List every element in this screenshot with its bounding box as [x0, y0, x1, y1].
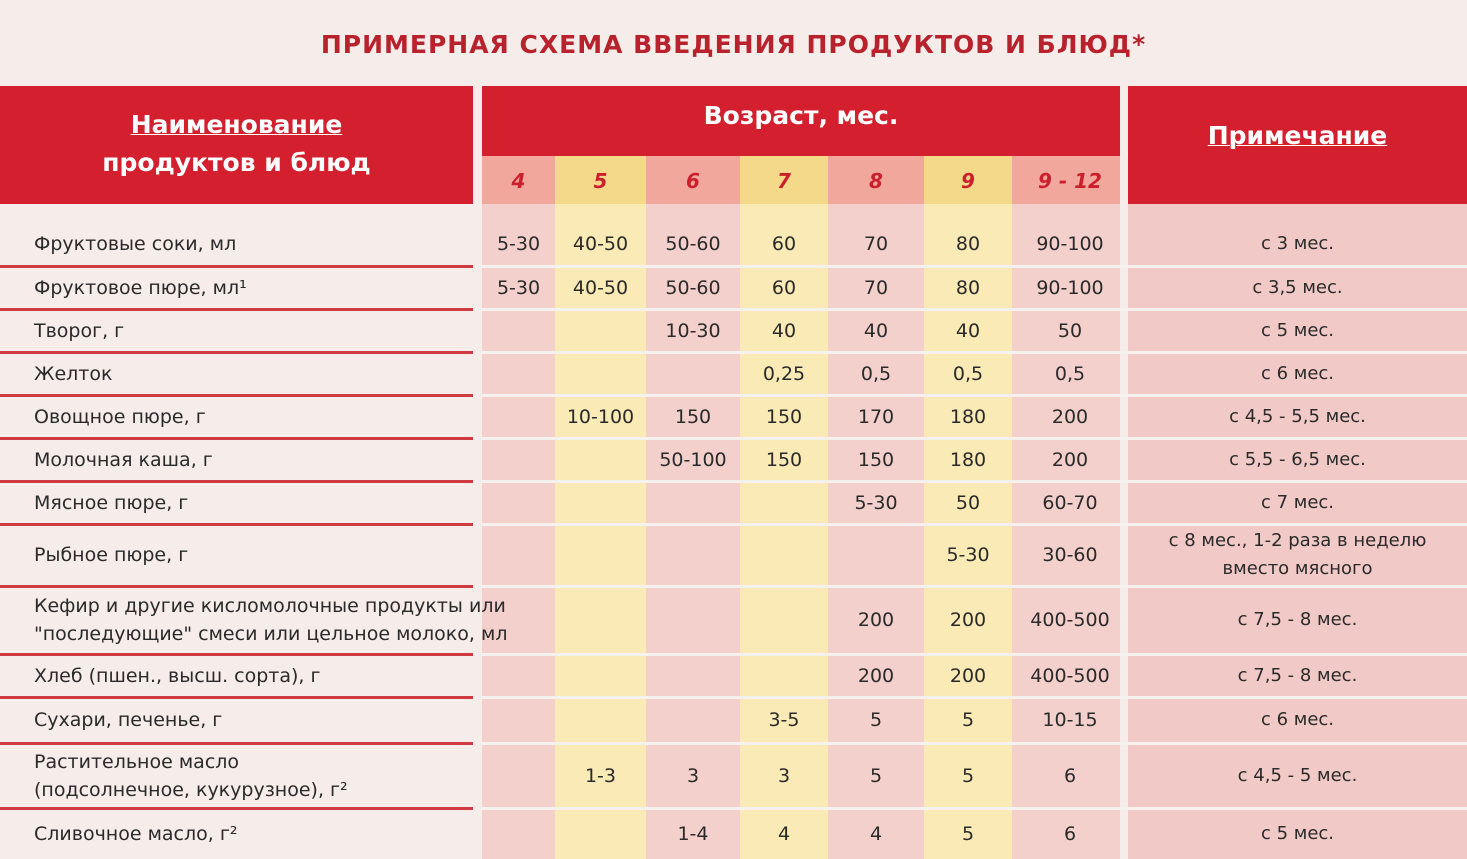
note-cell: с 3,5 мес. [1252, 276, 1343, 298]
amount-cell: 90-100 [1036, 276, 1104, 299]
age-header-cell: 4 [482, 156, 555, 204]
note-cell: с 4,5 - 5 мес. [1237, 764, 1358, 786]
row-divider [0, 696, 473, 699]
amount-cell: 5 [961, 822, 975, 845]
product-name: Фруктовые соки, мл [34, 233, 237, 255]
age-header-cell: 9 [924, 156, 1012, 204]
amount-cell: 40-50 [572, 276, 629, 299]
header-note-label: Примечание [1207, 121, 1388, 150]
amount-cell: 50-60 [665, 233, 721, 255]
amount-cell: 4 [869, 822, 883, 845]
amount-cell: 170 [857, 405, 895, 428]
amount-cell: 200 [949, 664, 987, 687]
amount-cell: 50 [1057, 319, 1083, 342]
amount-cell: 60 [771, 233, 797, 255]
amount-cell: 5-30 [496, 276, 541, 299]
note-cell: с 5 мес. [1260, 822, 1335, 844]
note-cell: с 6 мес. [1260, 709, 1335, 730]
amount-cell: 10-15 [1042, 709, 1098, 731]
header-note [1128, 86, 1467, 204]
product-name: Молочная каша, г [34, 448, 213, 471]
amount-cell: 150 [765, 448, 803, 471]
amount-cell: 50-100 [659, 448, 727, 471]
row-divider [0, 351, 473, 354]
header-name-line2: продуктов и блюд [102, 148, 371, 177]
product-name: Сухари, печенье, г [34, 709, 223, 731]
amount-cell: 5-30 [946, 544, 990, 566]
row-divider-right [482, 480, 1467, 483]
row-divider [0, 523, 473, 526]
row-divider-right [482, 653, 1467, 656]
amount-cell: 0,5 [952, 362, 984, 385]
header-age: Возраст, мес. [482, 86, 1120, 156]
row-divider-right [482, 265, 1467, 268]
amount-cell: 1-4 [677, 822, 709, 845]
row-divider-right [482, 351, 1467, 354]
row-divider-right [482, 308, 1467, 311]
note-cell: с 6 мес. [1260, 362, 1335, 384]
amount-cell: 6 [1063, 822, 1077, 845]
product-name: Растительное масло [34, 750, 240, 773]
amount-cell: 150 [674, 405, 712, 428]
row-divider [0, 437, 473, 440]
amount-cell: 40-50 [572, 233, 629, 255]
amount-cell: 60 [771, 276, 797, 299]
row-divider-right [482, 807, 1467, 810]
amount-cell: 0,5 [1054, 362, 1086, 385]
row-divider-right [482, 742, 1467, 745]
amount-cell: 5-30 [854, 491, 898, 514]
amount-cell: 180 [949, 405, 987, 428]
product-name: Желток [34, 362, 113, 385]
amount-cell: 40 [771, 319, 797, 342]
amount-cell: 70 [863, 276, 889, 299]
amount-cell: 180 [949, 448, 987, 471]
row-divider [0, 480, 473, 483]
amount-cell: 200 [857, 664, 895, 687]
product-name: Рыбное пюре, г [34, 544, 189, 566]
amount-cell: 80 [955, 233, 981, 255]
amount-cell: 10-100 [566, 405, 635, 428]
amount-cell: 200 [857, 609, 895, 631]
product-name: Хлеб (пшен., высш. сорта), г [34, 664, 321, 687]
row-divider-right [482, 523, 1467, 526]
amount-cell: 30-60 [1042, 544, 1098, 566]
product-name: Сливочное масло, г² [34, 822, 238, 845]
amount-cell: 90-100 [1036, 233, 1104, 255]
amount-cell: 60-70 [1042, 491, 1098, 514]
row-divider [0, 653, 473, 656]
amount-cell: 5 [869, 709, 883, 731]
amount-cell: 150 [857, 448, 895, 471]
note-cell: с 7 мес. [1260, 491, 1335, 513]
row-divider [0, 265, 473, 268]
amount-cell: 5-30 [496, 233, 541, 255]
product-name-line2: "последующие" смеси или цельное молоко, мл [34, 623, 508, 645]
note-cell: с 3 мес. [1260, 233, 1335, 254]
note-cell: с 7,5 - 8 мес. [1237, 664, 1358, 686]
note-cell: с 5 мес. [1260, 319, 1335, 341]
amount-cell: 400-500 [1030, 664, 1110, 687]
age-header-cell: 8 [828, 156, 924, 204]
amount-cell: 200 [949, 609, 987, 631]
row-divider-right [482, 696, 1467, 699]
amount-cell: 6 [1063, 764, 1077, 787]
amount-cell: 400-500 [1030, 609, 1110, 631]
product-name: Творог, г [34, 319, 125, 342]
amount-cell: 150 [765, 405, 803, 428]
row-divider [0, 807, 473, 810]
row-divider [0, 308, 473, 311]
row-divider [0, 585, 473, 588]
amount-cell: 80 [955, 276, 981, 299]
amount-cell: 10-30 [665, 319, 721, 342]
note-cell: с 8 мес., 1-2 раза в неделю [1168, 530, 1427, 551]
amount-cell: 200 [1051, 405, 1089, 428]
amount-cell: 3-5 [768, 709, 800, 731]
row-divider-right [482, 437, 1467, 440]
amount-cell: 40 [863, 319, 889, 342]
row-divider [0, 394, 473, 397]
page-title: ПРИМЕРНАЯ СХЕМА ВВЕДЕНИЯ ПРОДУКТОВ И БЛЮД* [320, 30, 1147, 59]
amount-cell: 200 [1051, 448, 1089, 471]
amount-cell: 4 [777, 822, 791, 845]
row-divider-right [482, 585, 1467, 588]
product-name-line2: (подсолнечное, кукурузное), г² [34, 778, 348, 801]
amount-cell: 3 [686, 764, 700, 787]
note-cell: с 7,5 - 8 мес. [1237, 609, 1358, 630]
header-product-name [0, 86, 473, 204]
amount-cell: 5 [961, 764, 975, 787]
age-header-cell: 7 [740, 156, 828, 204]
amount-cell: 5 [961, 709, 975, 731]
row-divider-right [482, 394, 1467, 397]
amount-cell: 5 [869, 764, 883, 787]
amount-cell: 50 [955, 491, 981, 514]
product-name: Овощное пюре, г [34, 405, 206, 428]
row-divider [0, 742, 473, 745]
amount-cell: 3 [777, 764, 791, 787]
product-name: Мясное пюре, г [34, 491, 189, 514]
age-header-cell: 5 [555, 156, 646, 204]
amount-cell: 70 [863, 233, 889, 255]
age-header-cell: 6 [646, 156, 740, 204]
product-name: Кефир и другие кисломолочные продукты или [34, 595, 506, 617]
amount-cell: 40 [955, 319, 981, 342]
age-header-cell: 9 - 12 [1012, 156, 1128, 204]
note-cell: с 4,5 - 5,5 мес. [1229, 405, 1366, 427]
amount-cell: 50-60 [665, 276, 721, 299]
product-name: Фруктовое пюре, мл¹ [34, 276, 247, 299]
amount-cell: 0,5 [860, 362, 892, 385]
amount-cell: 0,25 [762, 362, 806, 385]
age-column-bg [482, 204, 555, 859]
amount-cell: 1-3 [584, 764, 617, 787]
header-name-line1: Наименование [130, 110, 343, 139]
note-cell: с 5,5 - 6,5 мес. [1229, 448, 1366, 470]
note-cell-line2: вместо мясного [1222, 558, 1373, 579]
